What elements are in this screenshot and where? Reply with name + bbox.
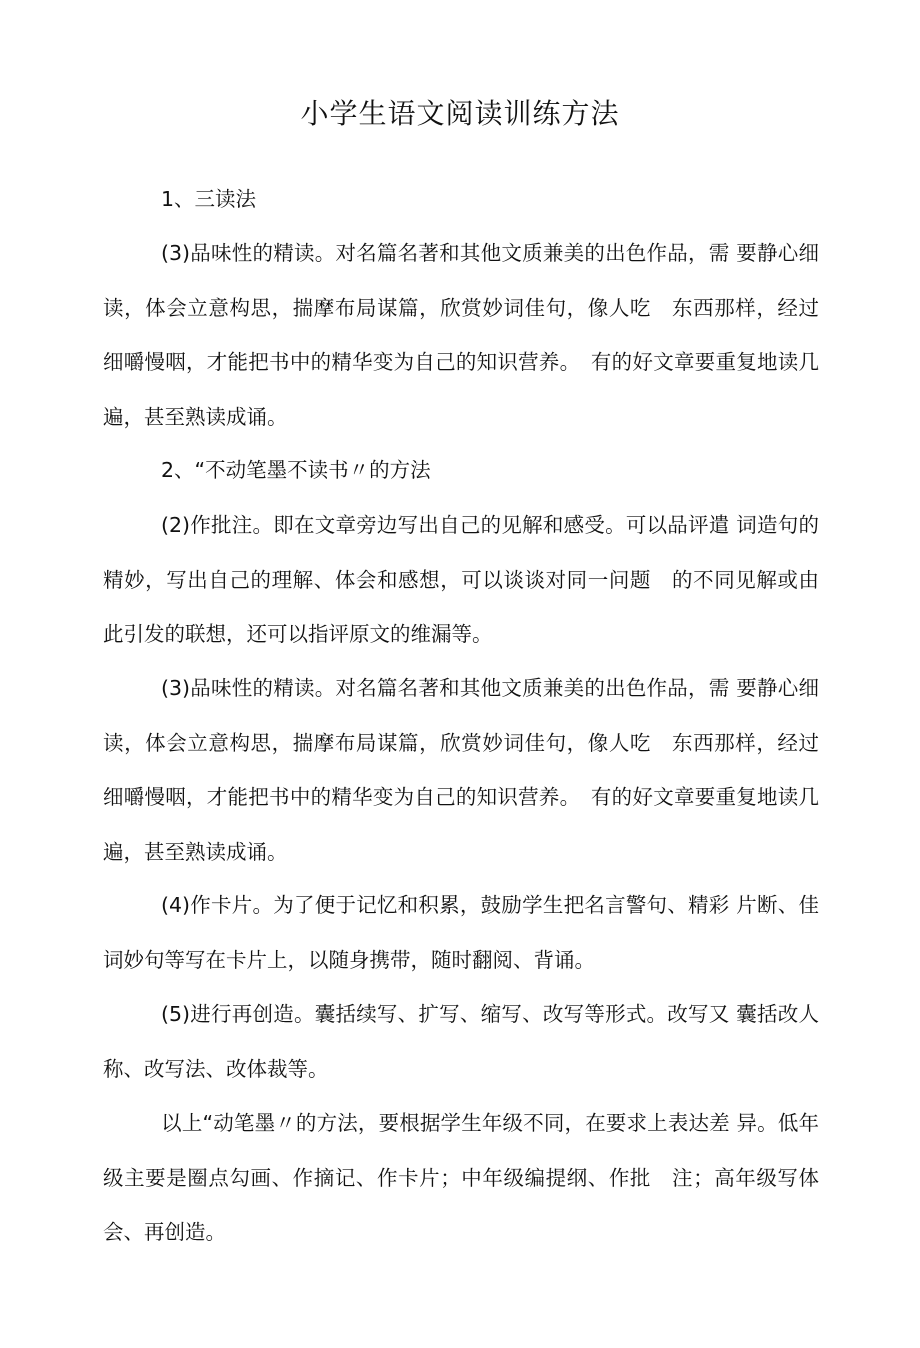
paragraph-text: (3)品味性的精读。对名篇名著和其他文质兼美的出色作品，需 要静心细读，体会立意构思，揣摩布局谋篇，欣赏妙词佳句，像人吃 东西那样，经过细嚼慢咽，才能把书中的精华变为自己的知识营养。 有的好文章要重复地读几遍，甚至熟读成诵。 [103, 676, 819, 864]
paragraph-cards [103, 878, 819, 987]
paragraph-text: (5)进行再创造。囊括续写、扩写、缩写、改写等形式。改写又 囊括改人称、改写法、改体裁等。 [103, 1002, 819, 1081]
section-heading-three-reading: 1、三读法 [161, 187, 257, 211]
paragraph-summary [103, 1096, 819, 1260]
paragraph-text: (3)品味性的精读。对名篇名著和其他文质兼美的出色作品，需 要静心细读，体会立意构思，揣摩布局谋篇，欣赏妙词佳句，像人吃 东西那样，经过细嚼慢咽，才能把书中的精华变为自己的知识营养。 有的好文章要重复地读几遍，甚至熟读成诵。 [103, 241, 819, 429]
paragraph-intensive-reading [103, 226, 819, 444]
section-heading-pen-and-ink: 2、“不动笔墨不读书〃的方法 [161, 458, 431, 482]
paragraph-text: (2)作批注。即在文章旁边写出自己的见解和感受。可以品评遣 词造句的精妙，写出自己的理解、体会和感想，可以谈谈对同一问题 的不同见解或由此引发的联想，还可以指评原文的维漏等。 [103, 513, 819, 646]
paragraph-intensive-reading-repeat [103, 661, 819, 879]
page-title: 小学生语文阅读训练方法 [300, 97, 620, 130]
paragraph-text: (4)作卡片。为了便于记忆和积累，鼓励学生把名言警句、精彩 片断、佳词妙句等写在卡片上，以随身携带，随时翻阅、背诵。 [103, 893, 819, 972]
paragraph-recreation [103, 987, 819, 1096]
paragraph-annotation [103, 498, 819, 662]
paragraph-text: 以上“动笔墨〃的方法，要根据学生年级不同，在要求上表达差 异。低年级主要是圈点勾画、作摘记、作卡片；中年级编提纲、作批 注；高年级写体会、再创造。 [103, 1111, 819, 1244]
